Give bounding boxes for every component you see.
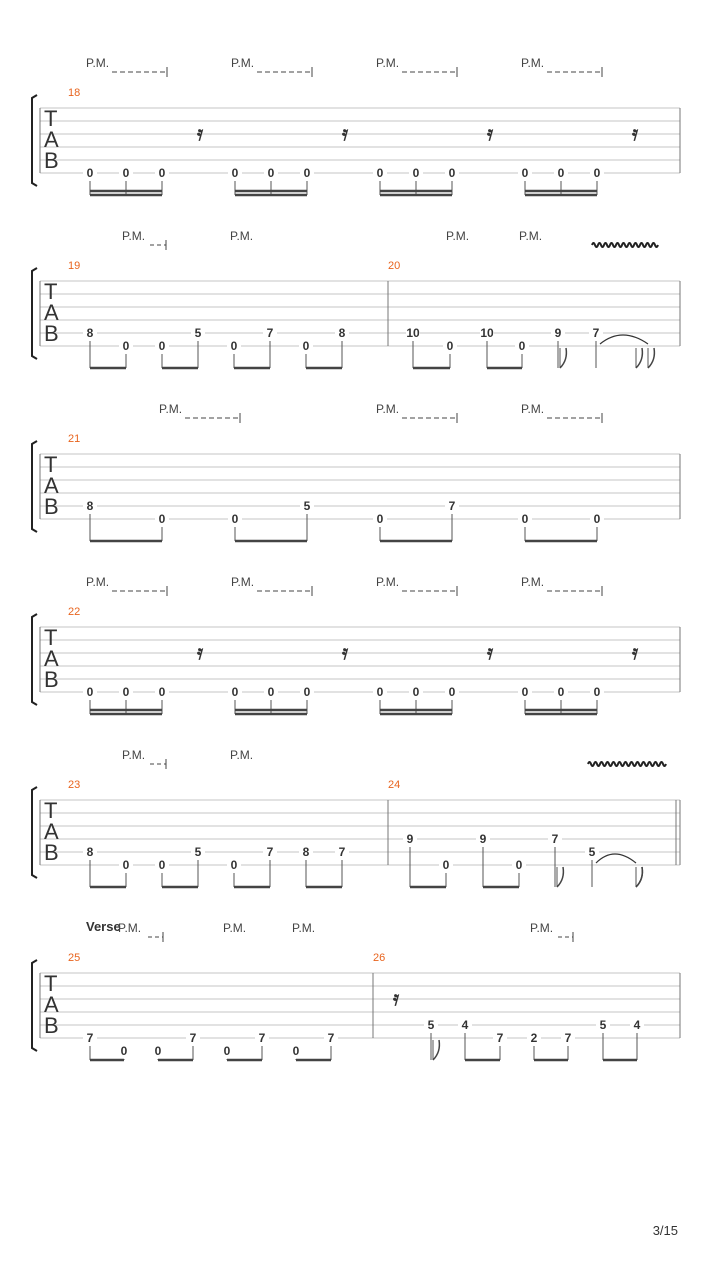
- measure-number: 23: [68, 779, 81, 791]
- tab-clef-letter: B: [44, 840, 59, 865]
- tab-clef-letter: B: [44, 494, 59, 519]
- fret-number: 0: [158, 685, 166, 699]
- fret-number: 7: [258, 1031, 266, 1045]
- palm-mute-label: P.M.: [519, 229, 543, 243]
- fret-number: 8: [86, 845, 94, 859]
- fret-number: 0: [521, 166, 529, 180]
- fret-number: 0: [557, 685, 565, 699]
- tab-clef-letter: T: [44, 106, 58, 131]
- tab-system: [32, 56, 680, 195]
- palm-mute-label: P.M.: [230, 229, 254, 243]
- measure-number: 20: [388, 260, 401, 272]
- note-flag: [636, 867, 642, 887]
- fret-number: 7: [592, 326, 600, 340]
- palm-mute-label: P.M.: [376, 575, 400, 589]
- measure-number: 21: [68, 433, 81, 445]
- note-flag: [648, 348, 654, 368]
- palm-mute-label: P.M.: [223, 921, 247, 935]
- palm-mute-label: P.M.: [86, 56, 110, 70]
- rest-symbol: 𝄿: [486, 640, 494, 664]
- fret-number: 5: [427, 1018, 435, 1032]
- measure-number: 26: [373, 952, 386, 964]
- note-flag: [636, 348, 642, 368]
- tab-clef-letter: A: [44, 127, 59, 152]
- rest-symbol: 𝄿: [631, 640, 639, 664]
- system-bracket: [32, 614, 37, 705]
- fret-number: 8: [338, 326, 346, 340]
- tab-system: [32, 229, 680, 368]
- measure-number: 19: [68, 260, 81, 272]
- fret-number: 0: [86, 166, 94, 180]
- fret-number: 4: [633, 1018, 641, 1032]
- system-bracket: [32, 787, 37, 878]
- fret-number: 0: [446, 339, 454, 353]
- rest-symbol: 𝄿: [392, 986, 400, 1010]
- rest-symbol: 𝄿: [196, 640, 204, 664]
- fret-number: 0: [593, 512, 601, 526]
- measure-number: 22: [68, 606, 81, 618]
- fret-number: 0: [412, 685, 420, 699]
- tie-arc: [596, 854, 636, 863]
- page-number: 3/15: [652, 1223, 678, 1238]
- fret-number: 0: [303, 166, 311, 180]
- fret-number: 0: [292, 1044, 300, 1058]
- tab-clef-letter: A: [44, 992, 59, 1017]
- tab-clef-letter: B: [44, 321, 59, 346]
- fret-number: 0: [122, 166, 130, 180]
- fret-number: 0: [518, 339, 526, 353]
- fret-number: 7: [86, 1031, 94, 1045]
- fret-number: 0: [376, 512, 384, 526]
- fret-number: 0: [158, 512, 166, 526]
- fret-number: 0: [593, 166, 601, 180]
- fret-number: 0: [448, 685, 456, 699]
- fret-number: 0: [158, 858, 166, 872]
- tab-clef-letter: T: [44, 798, 58, 823]
- fret-number: 0: [231, 512, 239, 526]
- palm-mute-label: P.M.: [122, 748, 146, 762]
- fret-number: 10: [406, 326, 420, 340]
- fret-number: 10: [480, 326, 494, 340]
- system-bracket: [32, 441, 37, 532]
- palm-mute-label: P.M.: [122, 229, 146, 243]
- fret-number: 0: [557, 166, 565, 180]
- tab-system: [32, 402, 680, 541]
- fret-number: 0: [223, 1044, 231, 1058]
- fret-number: 0: [122, 339, 130, 353]
- fret-number: 7: [266, 845, 274, 859]
- fret-number: 0: [303, 685, 311, 699]
- tab-clef-letter: B: [44, 667, 59, 692]
- fret-number: 7: [448, 499, 456, 513]
- note-flag: [433, 1040, 439, 1060]
- system-bracket: [32, 960, 37, 1051]
- measure-number: 24: [388, 779, 401, 791]
- fret-number: 2: [530, 1031, 538, 1045]
- tab-clef-letter: A: [44, 473, 59, 498]
- tab-system: [32, 575, 680, 714]
- measure-number: 25: [68, 952, 81, 964]
- fret-number: 0: [122, 858, 130, 872]
- fret-number: 0: [158, 166, 166, 180]
- fret-number: 7: [551, 832, 559, 846]
- fret-number: 0: [267, 685, 275, 699]
- fret-number: 7: [327, 1031, 335, 1045]
- tab-clef-letter: T: [44, 971, 58, 996]
- rest-symbol: 𝄿: [341, 121, 349, 145]
- fret-number: 0: [442, 858, 450, 872]
- fret-number: 5: [588, 845, 596, 859]
- fret-number: 0: [122, 685, 130, 699]
- tab-clef-letter: A: [44, 646, 59, 671]
- palm-mute-label: P.M.: [231, 56, 255, 70]
- fret-number: 8: [86, 326, 94, 340]
- rest-symbol: 𝄿: [196, 121, 204, 145]
- rest-symbol: 𝄿: [486, 121, 494, 145]
- note-flag: [557, 867, 563, 887]
- palm-mute-label: P.M.: [521, 56, 545, 70]
- palm-mute-label: P.M.: [86, 575, 110, 589]
- section-label: Verse: [86, 919, 121, 934]
- fret-number: 0: [302, 339, 310, 353]
- palm-mute-label: P.M.: [530, 921, 554, 935]
- fret-number: 0: [593, 685, 601, 699]
- tab-clef-letter: T: [44, 452, 58, 477]
- note-flag: [560, 348, 566, 368]
- fret-number: 0: [231, 685, 239, 699]
- fret-number: 7: [189, 1031, 197, 1045]
- tab-clef-letter: A: [44, 300, 59, 325]
- fret-number: 5: [194, 845, 202, 859]
- fret-number: 0: [515, 858, 523, 872]
- fret-number: 0: [86, 685, 94, 699]
- tab-clef-letter: A: [44, 819, 59, 844]
- rest-symbol: 𝄿: [631, 121, 639, 145]
- fret-number: 0: [120, 1044, 128, 1058]
- tab-system: [32, 919, 680, 1060]
- fret-number: 8: [86, 499, 94, 513]
- palm-mute-label: P.M.: [376, 56, 400, 70]
- fret-number: 8: [302, 845, 310, 859]
- rest-symbol: 𝄿: [341, 640, 349, 664]
- fret-number: 0: [158, 339, 166, 353]
- fret-number: 0: [154, 1044, 162, 1058]
- palm-mute-label: P.M.: [521, 575, 545, 589]
- fret-number: 0: [521, 512, 529, 526]
- fret-number: 5: [194, 326, 202, 340]
- fret-number: 7: [496, 1031, 504, 1045]
- tab-system: [32, 748, 680, 887]
- tab-clef-letter: T: [44, 625, 58, 650]
- fret-number: 5: [303, 499, 311, 513]
- palm-mute-label: P.M.: [446, 229, 470, 243]
- palm-mute-label: P.M.: [159, 402, 183, 416]
- fret-number: 9: [479, 832, 487, 846]
- palm-mute-label: P.M.: [376, 402, 400, 416]
- tab-clef-letter: T: [44, 279, 58, 304]
- palm-mute-label: P.M.: [292, 921, 316, 935]
- system-bracket: [32, 95, 37, 186]
- fret-number: 9: [554, 326, 562, 340]
- tab-clef-letter: B: [44, 148, 59, 173]
- palm-mute-label: P.M.: [230, 748, 254, 762]
- fret-number: 0: [231, 166, 239, 180]
- fret-number: 0: [412, 166, 420, 180]
- tie-arc: [600, 335, 648, 344]
- fret-number: 0: [376, 166, 384, 180]
- fret-number: 0: [376, 685, 384, 699]
- vibrato-mark: [588, 762, 666, 766]
- fret-number: 7: [564, 1031, 572, 1045]
- fret-number: 0: [230, 339, 238, 353]
- palm-mute-label: P.M.: [231, 575, 255, 589]
- measure-number: 18: [68, 87, 81, 99]
- fret-number: 7: [266, 326, 274, 340]
- fret-number: 0: [230, 858, 238, 872]
- palm-mute-label: P.M.: [521, 402, 545, 416]
- fret-number: 0: [448, 166, 456, 180]
- fret-number: 0: [267, 166, 275, 180]
- fret-number: 4: [461, 1018, 469, 1032]
- vibrato-mark: [592, 243, 658, 247]
- fret-number: 7: [338, 845, 346, 859]
- fret-number: 0: [521, 685, 529, 699]
- palm-mute-label: P.M.: [118, 921, 142, 935]
- fret-number: 5: [599, 1018, 607, 1032]
- fret-number: 9: [406, 832, 414, 846]
- tab-clef-letter: B: [44, 1013, 59, 1038]
- system-bracket: [32, 268, 37, 359]
